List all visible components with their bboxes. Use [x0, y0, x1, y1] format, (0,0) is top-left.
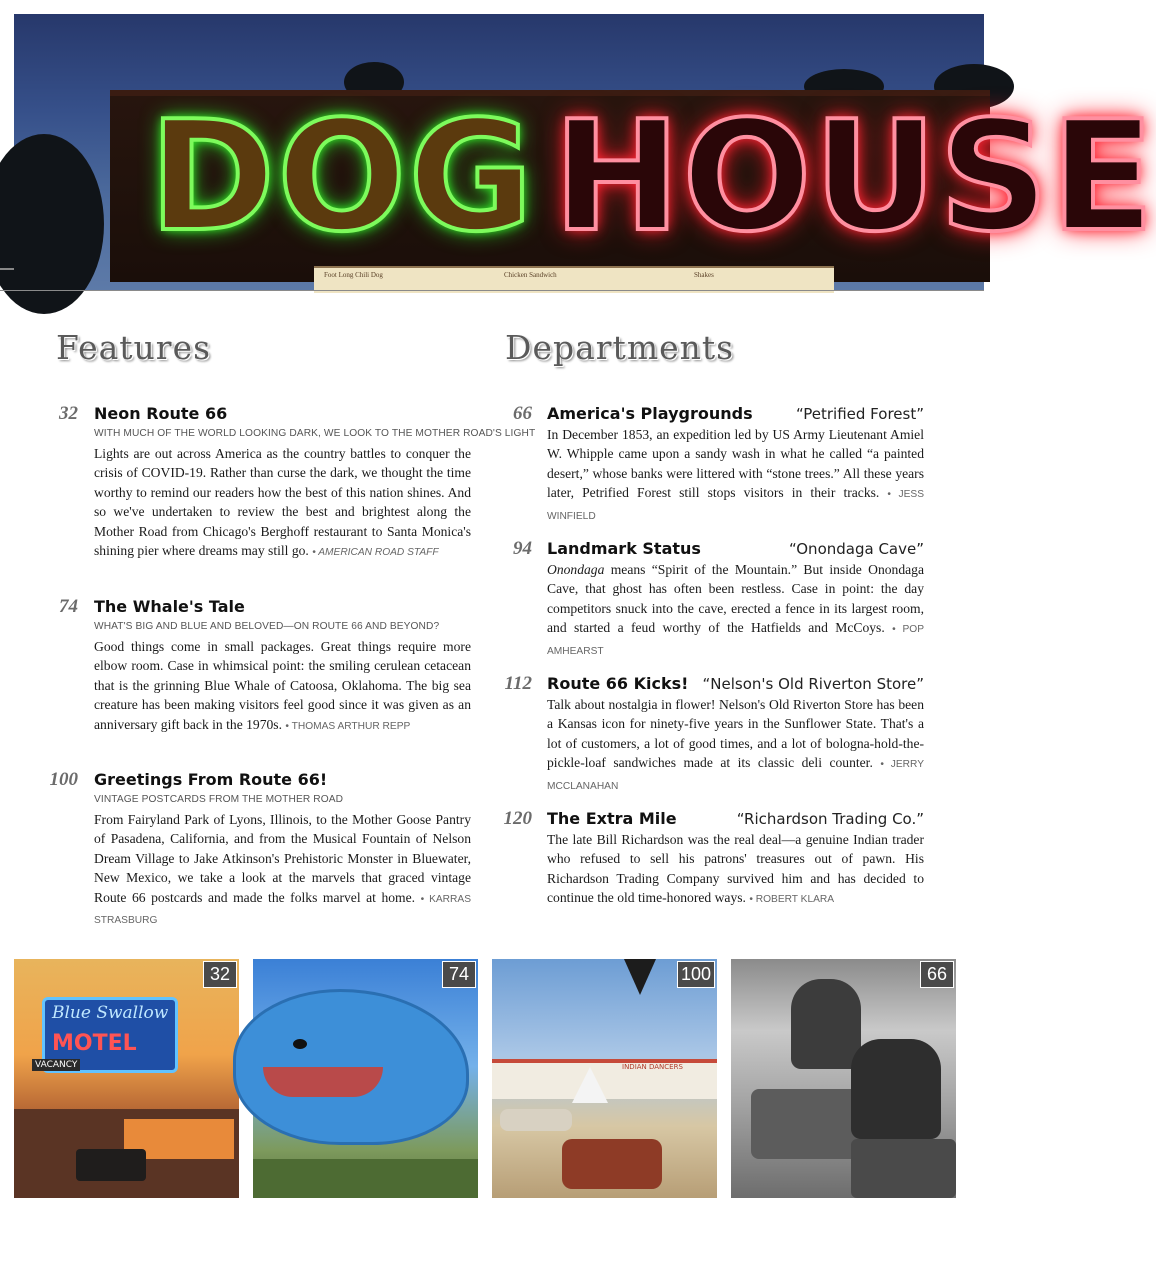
feature-page-number: 32 [59, 403, 78, 424]
tree-silhouette [0, 134, 104, 314]
article-body: Lights are out across America as the country battles to conquer the crisis of COVID-19. Rather than curse the dark, we thought the time worthy to remind our readers how the best of this nation shines. And so we've undertaken to review the best and brightest along the Mother Road from Chicago's Berghoff restaurant to Santa Monica's shining pier where dreams may still go. • AMERICAN ROAD STAFF [94, 446, 471, 559]
neon-word-house: HOUSE [553, 88, 1156, 265]
article-byline: • KARRAS STRASBURG [94, 893, 471, 927]
sign-vacancy: VACANCY [32, 1059, 80, 1071]
departments-heading: Departments [505, 328, 735, 367]
whale-eye [293, 1039, 307, 1049]
page-badge: 32 [203, 961, 237, 988]
feature-page-number: 100 [49, 769, 78, 790]
menu-board-strip [314, 266, 834, 293]
sign-script: Blue Swallow [52, 1003, 169, 1023]
petrified-log [851, 1139, 956, 1198]
article-byline: • AMERICAN ROAD STAFF [312, 547, 439, 559]
vintage-truck [76, 1149, 146, 1181]
feature-page-number: 74 [59, 596, 78, 617]
article-byline: • POP AMHEARST [547, 624, 924, 657]
menu-board-item: Chicken Sandwich [504, 271, 557, 279]
article-byline: • JESS WINFIELD [547, 489, 924, 522]
article-kicker: WHAT'S BIG AND BLUE AND BELOVED—ON ROUTE 66 AND BEYOND? [94, 621, 440, 632]
neon-sign-text [149, 88, 1156, 265]
article-body: The late Bill Richardson was the real deal—a genuine Indian trader who refused to sell his patrons' treasures out of pawn. His Richardson Trading Company survived him and has decided to continue the old time-honored ways. • ROBERT KLARA [547, 832, 924, 906]
department-page-number: 112 [504, 673, 532, 694]
page-badge: 74 [442, 961, 476, 988]
article-body: Good things come in small packages. Great things require more elbow room. Case in whimsical point: the smiling cerulean cetacean that is the grinning Blue Whale of Catoosa, Oklahoma. The big sea creature has been making visitors feel good since it was given as an anniversary gift back in the 1970s. • THOMAS ARTHUR REPP [94, 639, 471, 732]
article-subtitle: “Petrified Forest” [795, 405, 924, 423]
article-body: In December 1853, an expedition led by US Army Lieutenant Amiel W. Whipple came upon a sandy wash in what he called “a painted desert,” whose banks were littered with “stone trees.” All these years later, Petrified Forest still stops visitors in their tracks. • JESS WINFIELD [547, 427, 924, 522]
thumbnail-petrified-forest[interactable] [731, 959, 956, 1198]
page-badge: 66 [920, 961, 954, 988]
thumbnail-vintage-postcard[interactable] [492, 959, 717, 1198]
article-title[interactable]: Route 66 Kicks! [547, 674, 689, 693]
woman-with-camera [791, 979, 861, 1069]
article-body: Onondaga means “Spirit of the Mountain.” But inside Onondaga Cave, that ghost has often been restless. Case in point: the day competitors snuck into the cave, erected a fence in its largest room, and started a feud worthy of the Hatfields and McCoys. • POP AMHEARST [547, 562, 924, 657]
article-byline: • ROBERT KLARA [749, 894, 835, 906]
department-page-number: 66 [513, 403, 532, 424]
feature-article[interactable] [94, 596, 471, 736]
article-kicker: VINTAGE POSTCARDS FROM THE MOTHER ROAD [94, 794, 344, 805]
article-body: Talk about nostalgia in flower! Nelson's Old Riverton Store has been a Kansas icon for ninety-five years in the Sunflower State. That's a lot of customers, a lot of good times, and a lot of bologna-hold-the-pickle-loaf sandwiches made at its classic deli counter. • JERRY MCCLANAHAN [547, 697, 924, 792]
article-subtitle: “Richardson Trading Co.” [736, 810, 924, 828]
grass [253, 1159, 478, 1198]
neon-word-dog: DOG [149, 88, 536, 265]
sign-motel: MOTEL [52, 1031, 137, 1056]
article-kicker: WITH MUCH OF THE WORLD LOOKING DARK, WE LOOK TO THE MOTHER ROAD'S LIGHT [94, 428, 536, 439]
article-title[interactable]: Landmark Status [547, 539, 701, 558]
arrow-sign [624, 959, 656, 995]
article-title[interactable]: America's Playgrounds [547, 404, 753, 423]
dancers [562, 1139, 662, 1189]
menu-board-item: Foot Long Chili Dog [324, 271, 383, 279]
trading-post-building [492, 1059, 717, 1099]
features-heading: Features [56, 328, 212, 367]
petrified-log [751, 1089, 861, 1159]
whale-mouth [263, 1067, 383, 1097]
woman-seated [851, 1039, 941, 1139]
article-title[interactable]: The Whale's Tale [94, 597, 245, 616]
divider [0, 268, 14, 270]
article-title[interactable]: Greetings From Route 66! [94, 770, 328, 789]
article-subtitle: “Nelson's Old Riverton Store” [702, 675, 924, 693]
thumbnail-blue-whale[interactable] [253, 959, 478, 1198]
divider [0, 290, 984, 291]
article-title[interactable]: Neon Route 66 [94, 404, 228, 423]
menu-board-item: Shakes [694, 271, 714, 279]
article-title[interactable]: The Extra Mile [547, 809, 677, 828]
thumbnail-blue-swallow-motel[interactable] [14, 959, 239, 1198]
feature-article[interactable] [94, 769, 471, 927]
vintage-car [500, 1109, 572, 1131]
page-badge: 100 [677, 961, 715, 988]
article-byline: • JERRY MCCLANAHAN [547, 759, 924, 792]
department-article[interactable] [547, 403, 924, 522]
department-article[interactable] [547, 808, 924, 918]
hero-photo-dog-house-sign [14, 14, 1156, 291]
department-page-number: 120 [503, 808, 532, 829]
building-sign: INDIAN DANCERS [622, 1063, 683, 1071]
department-page-number: 94 [513, 538, 532, 559]
department-article[interactable] [547, 673, 924, 792]
article-subtitle: “Onondaga Cave” [789, 540, 924, 558]
department-article[interactable] [547, 538, 924, 657]
article-byline: • THOMAS ARTHUR REPP [285, 720, 411, 732]
article-body: From Fairyland Park of Lyons, Illinois, to the Mother Goose Pantry of Pasadena, California, and from the Musical Fountain of Nelson Dream Village to Jake Atkinson's Prehistoric Monster in Bluewater, New Mexico, we take a look at the marvels that graced vintage Route 66 postcards and made the folks marvel at home. • KARRAS STRASBURG [94, 812, 471, 927]
